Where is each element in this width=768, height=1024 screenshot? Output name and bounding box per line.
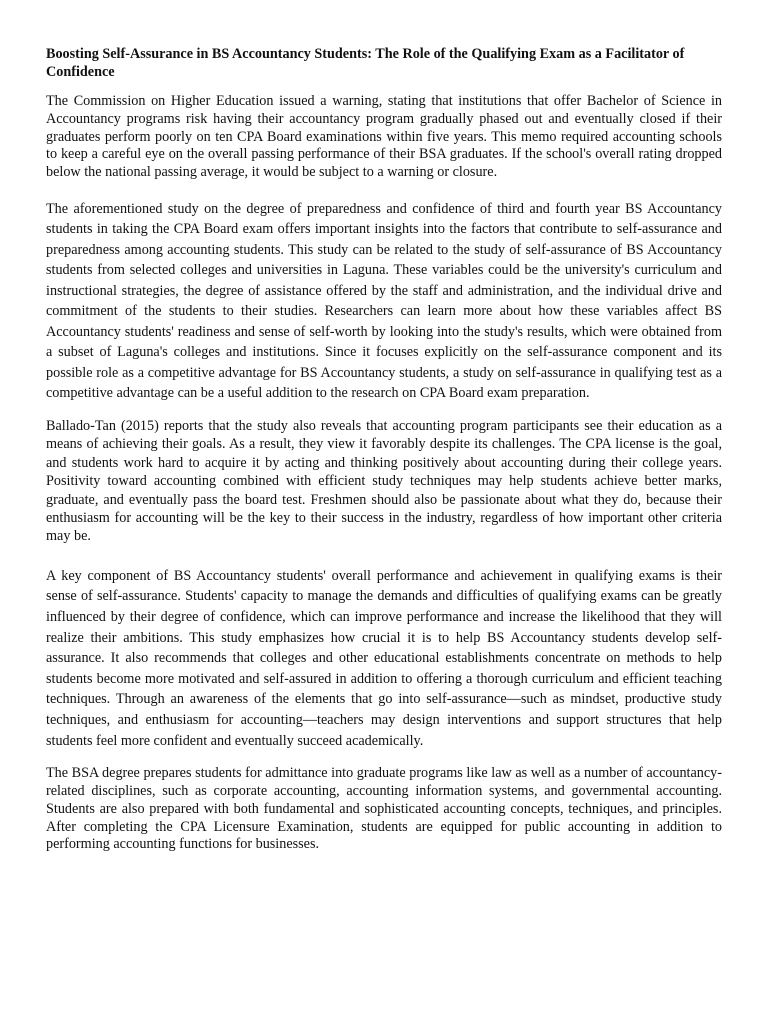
paragraph-3: Ballado-Tan (2015) reports that the study also reveals that accounting program participants see their education as a means of achieving their goals. As a result, they view it favorably despite its challenges. The CPA license is the goal, and students work hard to acquire it by acting and thinking positively about accounting during their college years. Positivity toward accounting combined with efficient study techniques may help students achieve better marks, graduate, and eventually pass the board test. Freshmen should also be passionate about what they do, because their enthusiasm for accounting will be the key to their success in the industry, regardless of how important other criteria may be. bbox=[46, 417, 722, 545]
paragraph-2: The aforementioned study on the degree of preparedness and confidence of third and fourth year BS Accountancy students in taking the CPA Board exam offers important insights into the factors that contribute to self-assurance and preparedness among accounting students. This study can be related to the study of self-assurance of BS Accountancy students from selected colleges and universities in Laguna. These variables could be the university's curriculum and instructional strategies, the degree of assistance offered by the staff and administration, and the individual drive and commitment of the students to their studies. Researchers can learn more about how these variables affect BS Accountancy students' readiness and sense of self-worth by looking into the study's results, which were obtained from a subset of Laguna's colleges and institutions. Since it focuses explicitly on the self-assurance component and its possible role as a competitive advantage for BS Accountancy students, a study on self-assurance in qualifying test as a competitive advantage can be a useful addition to the research on CPA Board exam preparation. bbox=[46, 200, 722, 402]
document-page bbox=[46, 45, 722, 854]
paragraph-5: The BSA degree prepares students for admittance into graduate programs like law as well as a number of accountancy-related disciplines, such as corporate accounting, accounting information systems, and governmental accounting. Students are also prepared with both fundamental and sophisticated accounting concepts, techniques, and principles. After completing the CPA Licensure Examination, students are equipped for public accounting in addition to performing accounting functions for businesses. bbox=[46, 765, 722, 853]
document-title: Boosting Self-Assurance in BS Accountancy Students: The Role of the Qualifying Exam as a Facilitator of Confidence bbox=[46, 46, 685, 80]
paragraph-4: A key component of BS Accountancy students' overall performance and achievement in qualifying exams is their sense of self-assurance. Students' capacity to manage the demands and difficulties of qualifying exams can be greatly influenced by their degree of confidence, which can improve performance and increase the likelihood that they will realize their ambitions. This study emphasizes how crucial it is to help BS Accountancy students develop self-assurance. It also recommends that colleges and other educational establishments concentrate on methods to help students become more motivated and self-assured in addition to offering a thorough curriculum and efficient teaching techniques. Through an awareness of the elements that go into self-assurance—such as mindset, productive study techniques, and enthusiasm for accounting—teachers may design interventions and support structures that help students feel more confident and eventually succeed academically. bbox=[46, 567, 722, 749]
paragraph-1: The Commission on Higher Education issued a warning, stating that institutions that offer Bachelor of Science in Accountancy programs risk having their accountancy program gradually phased out and eventually closed if their graduates perform poorly on ten CPA Board examinations within five years. This memo required accounting schools to keep a careful eye on the overall passing performance of their BSA graduates. If the school's overall rating dropped below the national passing average, it would be subject to a warning or closure. bbox=[46, 93, 722, 181]
